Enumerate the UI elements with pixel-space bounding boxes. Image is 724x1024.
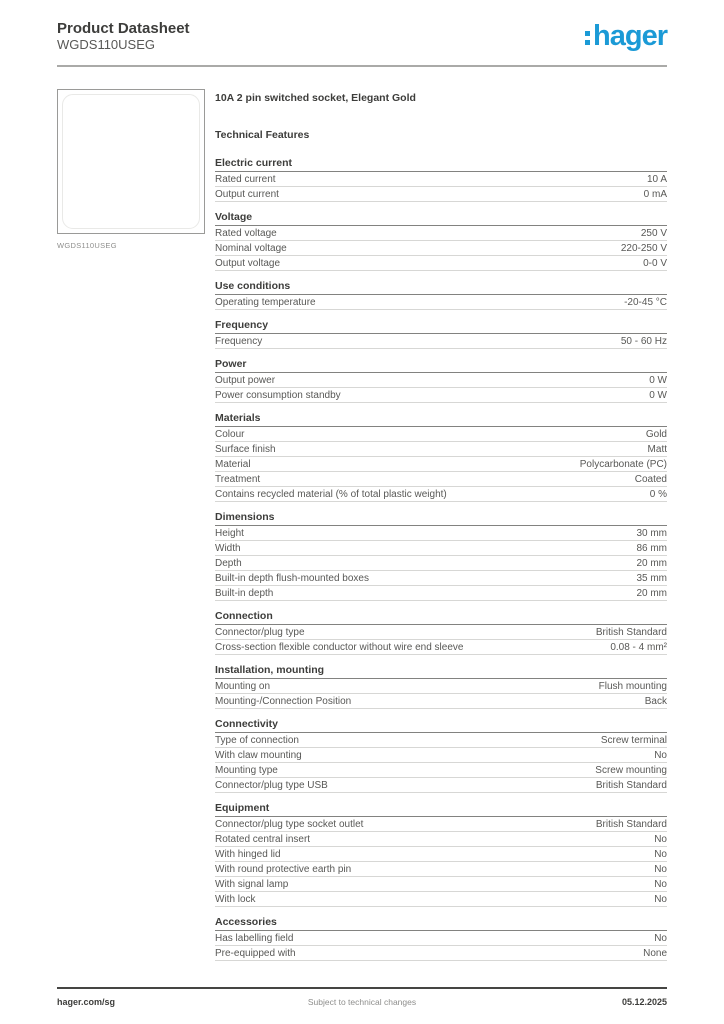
spec-value: 20 mm <box>636 587 667 599</box>
spec-label: Depth <box>215 557 242 569</box>
spec-value: No <box>654 848 667 860</box>
spec-value: Polycarbonate (PC) <box>579 458 667 470</box>
spec-value: Screw mounting <box>595 764 667 776</box>
spec-value: 50 - 60 Hz <box>620 335 667 347</box>
spec-section <box>215 610 667 655</box>
spec-label: With lock <box>215 893 256 905</box>
spec-row <box>215 847 667 862</box>
spec-value: 0.08 - 4 mm² <box>610 641 667 653</box>
page-header <box>57 0 667 67</box>
spec-row <box>215 571 667 586</box>
spec-section <box>215 157 667 202</box>
spec-label: Cross-section flexible conductor without wire end sleeve <box>215 641 464 653</box>
section-rows <box>215 931 667 961</box>
hager-logo <box>585 22 667 50</box>
spec-label: Mounting type <box>215 764 278 776</box>
spec-value: 0 % <box>649 488 667 500</box>
spec-row <box>215 472 667 487</box>
spec-label: Mounting-/Connection Position <box>215 695 352 707</box>
section-rows <box>215 427 667 502</box>
section-title: Voltage <box>215 211 667 226</box>
product-image <box>57 89 205 234</box>
spec-label: Height <box>215 527 244 539</box>
spec-row <box>215 487 667 502</box>
spec-value: -20-45 °C <box>624 296 667 308</box>
spec-value: No <box>654 833 667 845</box>
spec-value: No <box>654 893 667 905</box>
section-rows <box>215 817 667 907</box>
spec-row <box>215 817 667 832</box>
spec-label: Operating temperature <box>215 296 316 308</box>
spec-label: Rotated central insert <box>215 833 311 845</box>
section-title: Materials <box>215 412 667 427</box>
section-title: Power <box>215 358 667 373</box>
spec-label: Output current <box>215 188 279 200</box>
spec-value: 10 A <box>646 173 667 185</box>
spec-row <box>215 334 667 349</box>
spec-label: Connector/plug type USB <box>215 779 328 791</box>
section-rows <box>215 334 667 349</box>
spec-label: Rated current <box>215 173 276 185</box>
spec-label: Surface finish <box>215 443 276 455</box>
spec-value: No <box>654 878 667 890</box>
spec-label: Has labelling field <box>215 932 294 944</box>
spec-row <box>215 931 667 946</box>
spec-value: Flush mounting <box>598 680 667 692</box>
header-titles <box>57 20 190 53</box>
spec-row <box>215 763 667 778</box>
spec-label: Output voltage <box>215 257 281 269</box>
spec-row <box>215 832 667 847</box>
spec-label: Rated voltage <box>215 227 277 239</box>
spec-value: 30 mm <box>636 527 667 539</box>
section-rows <box>215 679 667 709</box>
spec-section <box>215 664 667 709</box>
section-title: Frequency <box>215 319 667 334</box>
spec-label: Built-in depth <box>215 587 274 599</box>
spec-label: With hinged lid <box>215 848 281 860</box>
spec-label: With round protective earth pin <box>215 863 352 875</box>
spec-section <box>215 211 667 271</box>
spec-row <box>215 427 667 442</box>
spec-value: No <box>654 932 667 944</box>
spec-label: Treatment <box>215 473 261 485</box>
spec-row <box>215 694 667 709</box>
spec-row <box>215 172 667 187</box>
product-name: 10A 2 pin switched socket, Elegant Gold <box>215 92 416 104</box>
spec-value: No <box>654 749 667 761</box>
section-title: Electric current <box>215 157 667 172</box>
spec-row <box>215 526 667 541</box>
section-title: Use conditions <box>215 280 667 295</box>
spec-value: Coated <box>634 473 667 485</box>
section-title: Connection <box>215 610 667 625</box>
spec-row <box>215 256 667 271</box>
spec-row <box>215 877 667 892</box>
spec-section <box>215 412 667 502</box>
spec-row <box>215 442 667 457</box>
section-rows <box>215 373 667 403</box>
section-rows <box>215 733 667 793</box>
spec-value: Back <box>644 695 667 707</box>
spec-section <box>215 718 667 793</box>
spec-row <box>215 556 667 571</box>
spec-row <box>215 748 667 763</box>
spec-value: British Standard <box>595 626 667 638</box>
spec-value: No <box>654 863 667 875</box>
spec-value: 0 W <box>649 389 667 401</box>
page-footer <box>57 987 667 1007</box>
spec-row <box>215 586 667 601</box>
spec-row <box>215 679 667 694</box>
specifications-column <box>215 89 667 970</box>
spec-label: Built-in depth flush-mounted boxes <box>215 572 369 584</box>
spec-row <box>215 733 667 748</box>
section-title: Installation, mounting <box>215 664 667 679</box>
section-title: Equipment <box>215 802 667 817</box>
technical-features-heading: Technical Features <box>215 129 310 141</box>
logo-colon-icon <box>585 31 590 45</box>
section-rows <box>215 172 667 202</box>
spec-label: Colour <box>215 428 245 440</box>
spec-value: None <box>643 947 667 959</box>
spec-label: Power consumption standby <box>215 389 341 401</box>
spec-row <box>215 625 667 640</box>
spec-row <box>215 892 667 907</box>
spec-label: With claw mounting <box>215 749 302 761</box>
spec-row <box>215 457 667 472</box>
spec-value: 0 W <box>649 374 667 386</box>
footer-note: Subject to technical changes <box>307 997 417 1007</box>
spec-value: 86 mm <box>636 542 667 554</box>
section-title: Dimensions <box>215 511 667 526</box>
product-reference: WGDS110USEG <box>57 37 156 52</box>
spec-label: Frequency <box>215 335 263 347</box>
spec-section <box>215 358 667 403</box>
footer-date: 05.12.2025 <box>621 997 667 1007</box>
content-area <box>57 89 667 970</box>
spec-label: Connector/plug type socket outlet <box>215 818 364 830</box>
spec-row <box>215 295 667 310</box>
spec-row <box>215 226 667 241</box>
spec-value: Gold <box>645 428 667 440</box>
section-title: Connectivity <box>215 718 667 733</box>
spec-row <box>215 640 667 655</box>
spec-row <box>215 862 667 877</box>
logo-wordmark: hager <box>593 20 667 52</box>
spec-label: Output power <box>215 374 276 386</box>
spec-value: 20 mm <box>636 557 667 569</box>
spec-section <box>215 280 667 310</box>
spec-label: Width <box>215 542 241 554</box>
section-rows <box>215 295 667 310</box>
spec-label: Type of connection <box>215 734 299 746</box>
spec-row <box>215 388 667 403</box>
spec-row <box>215 946 667 961</box>
spec-section <box>215 802 667 907</box>
spec-label: Pre-equipped with <box>215 947 296 959</box>
spec-label: Mounting on <box>215 680 271 692</box>
spec-row <box>215 373 667 388</box>
spec-value: 35 mm <box>636 572 667 584</box>
spec-value: 250 V <box>640 227 667 239</box>
section-title: Accessories <box>215 916 667 931</box>
spec-value: Matt <box>647 443 667 455</box>
spec-value: 0-0 V <box>643 257 667 269</box>
spec-label: Material <box>215 458 251 470</box>
spec-value: 220-250 V <box>620 242 667 254</box>
spec-label: Nominal voltage <box>215 242 287 254</box>
spec-value: British Standard <box>595 779 667 791</box>
product-image-caption: WGDS110USEG <box>57 241 117 250</box>
spec-sections <box>215 157 667 961</box>
spec-value: British Standard <box>595 818 667 830</box>
footer-website: hager.com/sg <box>57 997 116 1007</box>
spec-label: Connector/plug type <box>215 626 305 638</box>
section-rows <box>215 226 667 271</box>
section-rows <box>215 526 667 601</box>
spec-value: 0 mA <box>643 188 667 200</box>
product-image-column <box>57 89 205 970</box>
spec-row <box>215 187 667 202</box>
spec-row <box>215 241 667 256</box>
spec-section <box>215 916 667 961</box>
section-rows <box>215 625 667 655</box>
spec-section <box>215 511 667 601</box>
spec-value: Screw terminal <box>600 734 667 746</box>
spec-label: With signal lamp <box>215 878 289 890</box>
spec-row <box>215 778 667 793</box>
spec-section <box>215 319 667 349</box>
socket-faceplate-outline <box>62 94 200 229</box>
spec-row <box>215 541 667 556</box>
page-title: Product Datasheet <box>57 20 190 37</box>
spec-label: Contains recycled material (% of total plastic weight) <box>215 488 447 500</box>
